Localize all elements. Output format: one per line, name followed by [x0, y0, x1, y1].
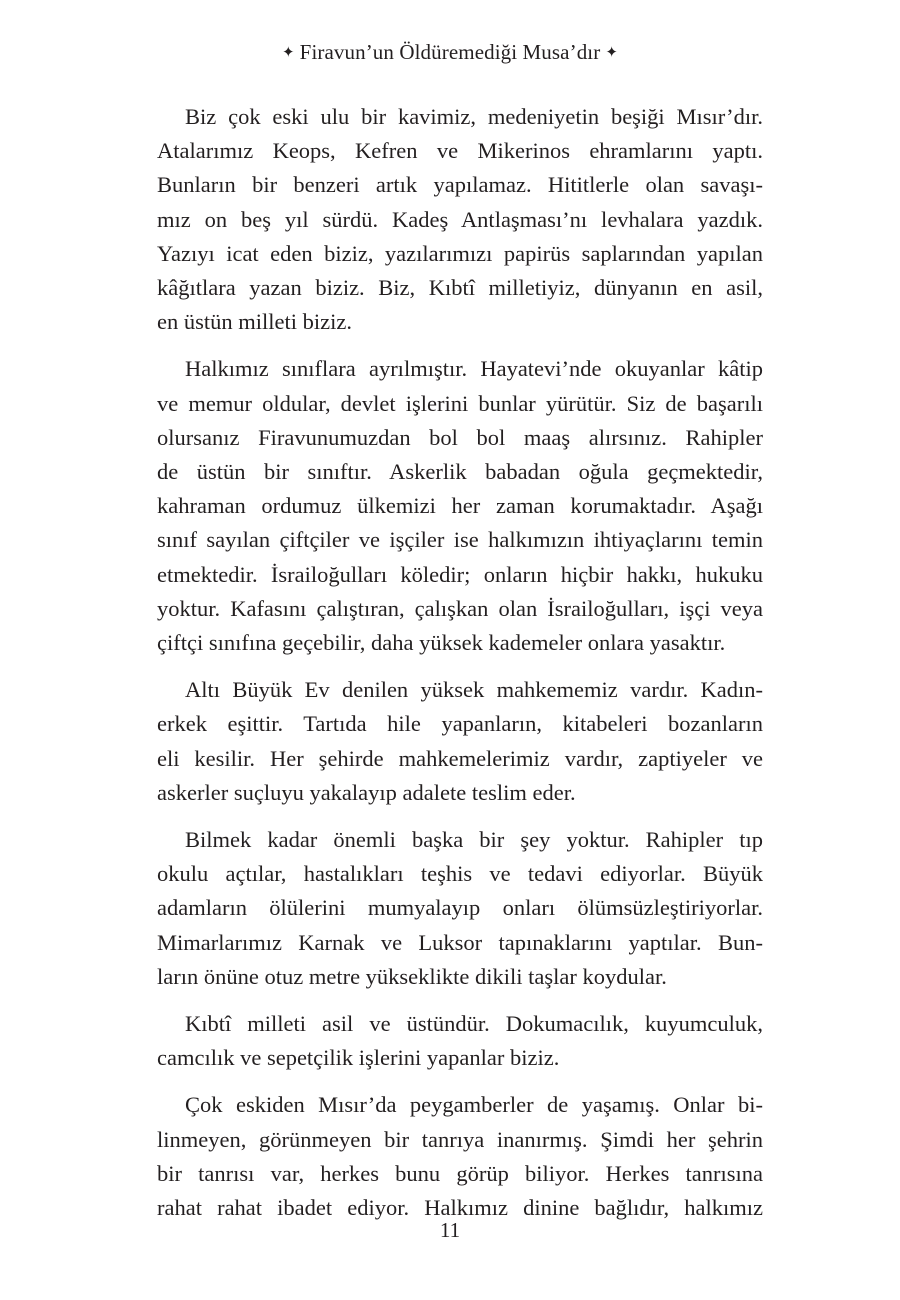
- text-line: sınıf sayılan çiftçiler ve işçiler ise halkımızın ihtiyaçlarını temin: [157, 527, 763, 553]
- ornament-right-icon: ✦: [605, 45, 618, 61]
- text-line: rahat rahat ibadet ediyor. Halkımız dinine bağlıdır, halkımız: [157, 1195, 763, 1221]
- paragraph: [157, 1088, 763, 1225]
- book-title: Firavun’un Öldüremediği Musa’dır: [299, 40, 601, 64]
- text-line: Biz çok eski ulu bir kavimiz, medeniyetin beşiği Mısır’dır.: [185, 104, 763, 129]
- text-line: Çok eskiden Mısır’da peygamberler de yaşamış. Onlar bi-: [185, 1092, 763, 1118]
- paragraph: [157, 673, 763, 810]
- body-text: [157, 100, 763, 1225]
- text-line: Atalarımız Keops, Kefren ve Mikerinos ehramlarını yaptı.: [157, 138, 763, 164]
- paragraph: [157, 1007, 763, 1075]
- text-line: çiftçi sınıfına geçebilir, daha yüksek kademeler onlara yasaktır.: [157, 630, 726, 656]
- text-line: olursanız Firavunumuzdan bol bol maaş alırsınız. Rahipler: [157, 424, 763, 450]
- text-line: linmeyen, görünmeyen bir tanrıya inanırmış. Şimdi her şehrin: [157, 1126, 763, 1152]
- text-line: ve memur oldular, devlet işlerini bunlar yürütür. Siz de başarılı: [157, 390, 763, 416]
- text-line: Bunların bir benzeri artık yapılamaz. Hititlerle olan savaşı-: [157, 172, 763, 198]
- text-line: kahraman ordumuz ülkemizi her zaman korumaktadır. Aşağı: [157, 493, 763, 519]
- text-line: etmektedir. İsrailoğulları köledir; onların hiçbir hakkı, hukuku: [157, 561, 763, 587]
- text-line: Yazıyı icat eden biziz, yazılarımızı papirüs saplarından yapılan: [157, 240, 763, 266]
- text-line: yoktur. Kafasını çalıştıran, çalışkan olan İsrailoğulları, işçi veya: [157, 595, 763, 621]
- text-line: Altı Büyük Ev denilen yüksek mahkememiz vardır. Kadın-: [185, 677, 763, 703]
- text-line: Halkımız sınıflara ayrılmıştır. Hayatevi’nde okuyanlar kâtip: [185, 356, 763, 382]
- paragraph: [157, 100, 763, 339]
- text-line: bir tanrısı var, herkes bunu görüp biliyor. Herkes tanrısına: [157, 1160, 763, 1186]
- paragraph: [157, 352, 763, 660]
- text-line: en üstün milleti biziz.: [157, 309, 352, 335]
- paragraph: [157, 823, 763, 994]
- text-line: de üstün bir sınıftır. Askerlik babadan oğula geçmektedir,: [157, 459, 763, 485]
- text-line: ların önüne otuz metre yükseklikte dikili taşlar koydular.: [157, 963, 667, 989]
- text-line: Bilmek kadar önemli başka bir şey yoktur. Rahipler tıp: [185, 827, 763, 853]
- text-line: eli kesilir. Her şehirde mahkemelerimiz vardır, zaptiyeler ve: [157, 745, 763, 771]
- text-line: camcılık ve sepetçilik işlerini yapanlar biziz.: [157, 1045, 560, 1071]
- text-line: adamların ölülerini mumyalayıp onları ölümsüzleştiriyorlar.: [157, 895, 763, 921]
- text-line: askerler suçluyu yakalayıp adalete teslim eder.: [157, 779, 576, 805]
- text-line: Mimarlarımız Karnak ve Luksor tapınaklarını yaptılar. Bun-: [157, 929, 763, 955]
- text-line: erkek eşittir. Tartıda hile yapanların, kitabeleri bozanların: [157, 711, 763, 737]
- text-line: Kıbtî milleti asil ve üstündür. Dokumacılık, kuyumculuk,: [185, 1011, 763, 1037]
- text-line: mız on beş yıl sürdü. Kadeş Antlaşması’nı levhalara yazdık.: [157, 206, 763, 232]
- text-line: okulu açtılar, hastalıkları teşhis ve tedavi ediyorlar. Büyük: [157, 861, 763, 887]
- page-number: 11: [439, 1218, 461, 1242]
- running-header: [0, 40, 900, 65]
- text-line: kâğıtlara yazan biziz. Biz, Kıbtî milletiyiz, dünyanın en asil,: [157, 275, 763, 301]
- ornament-left-icon: ✦: [282, 45, 295, 61]
